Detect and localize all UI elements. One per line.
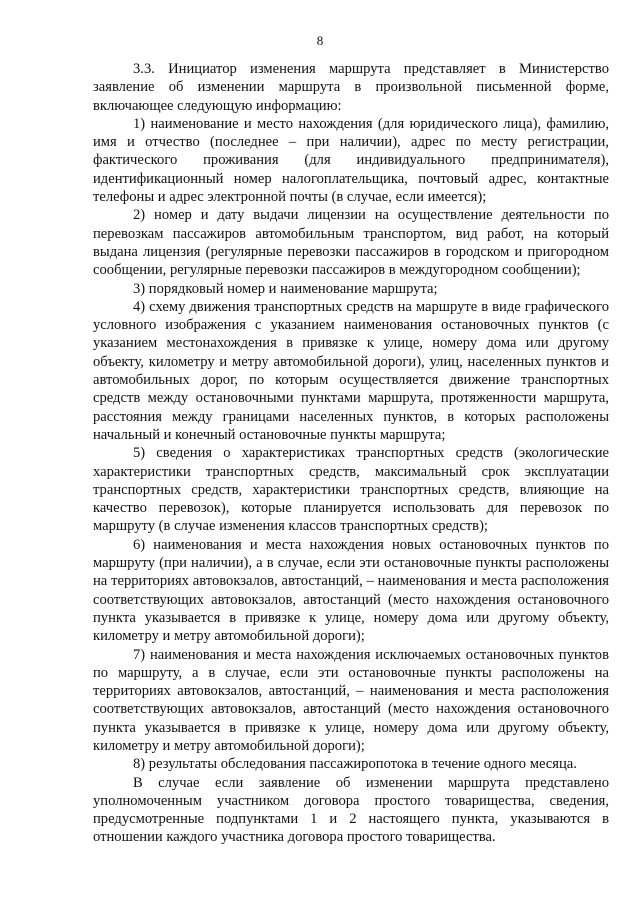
paragraph-item-1: 1) наименование и место нахождения (для юридического лица), фамилию, имя и отчество (последнее – при наличии), адрес по месту регистрации, фактического проживания (для индивидуального предпринимателя), идентификационный номер налогоплательщика, почтовый адрес, контактные телефоны и адрес электронной почты (в случае, если имеется); xyxy=(93,115,609,206)
document-body xyxy=(93,60,609,847)
page-number: 8 xyxy=(316,33,324,48)
paragraph-item-5: 5) сведения о характеристиках транспортных средств (экологические характеристики транспортных средств, максимальный срок эксплуатации транспортных средств, характеристики транспортных средств, влияющие на качество перевозок), которые планируется использовать для перевозок по маршруту (в случае изменения классов транспортных средств); xyxy=(93,445,609,535)
paragraph-item-4: 4) схему движения транспортных средств на маршруте в виде графического условного изображения с указанием наименования остановочных пунктов (с указанием местонахождения в привязке к улице, номеру дома или другому объекту, километру и метру автомобильной дороги), улиц, населенных пунктов и автомобильных дорог, по которым осуществляется движение транспортных средств между остановочными пунктами маршрута, протяженности маршрута, расстояния между границами населенных пунктов, в которых расположены начальный и конечный остановочные пункты маршрута; xyxy=(93,298,609,443)
paragraph-item-3: 3) порядковый номер и наименование маршрута; xyxy=(133,280,438,297)
paragraph-item-2: 2) номер и дату выдачи лицензии на осуществление деятельности по перевозкам пассажиров автомобильным транспортом, вид работ, на который выдана лицензия (регулярные перевозки пассажиров в городском и пригородном сообщении, регулярные перевозки пассажиров в междугородном сообщении); xyxy=(93,207,609,279)
paragraph-closing: В случае если заявление об изменении маршрута представлено уполномоченным участником договора простого товарищества, сведения, предусмотренные подпунктами 1 и 2 настоящего пункта, указываются в отношении каждого участника договора простого товарищества. xyxy=(93,774,609,846)
paragraph-item-7: 7) наименования и места нахождения исключаемых остановочных пунктов по маршруту, а в случае, если эти остановочные пункты расположены на территориях автовокзалов, автостанций, – наименования и места расположения соответствующих автовокзалов, автостанций (место нахождения остановочного пункта указывается в привязке к улице, номеру дома или другому объекту, километру и метру автомобильной дороги); xyxy=(93,646,609,754)
paragraph-3-3-intro: 3.3. Инициатор изменения маршрута представляет в Министерство заявление об изменении маршрута в произвольной письменной форме, включающее следующую информацию: xyxy=(93,61,609,114)
paragraph-item-8: 8) результаты обследования пассажиропотока в течение одного месяца. xyxy=(133,756,577,773)
paragraph-item-6: 6) наименования и места нахождения новых остановочных пунктов по маршруту (при наличии), а в случае, если эти остановочные пункты расположены на территориях автовокзалов, автостанций, – наименования и места расположения соответствующих автовокзалов, автостанций (место нахождения остановочного пункта указывается в привязке к улице, номеру дома или другому объекту, километру и метру автомобильной дороги); xyxy=(93,536,609,645)
